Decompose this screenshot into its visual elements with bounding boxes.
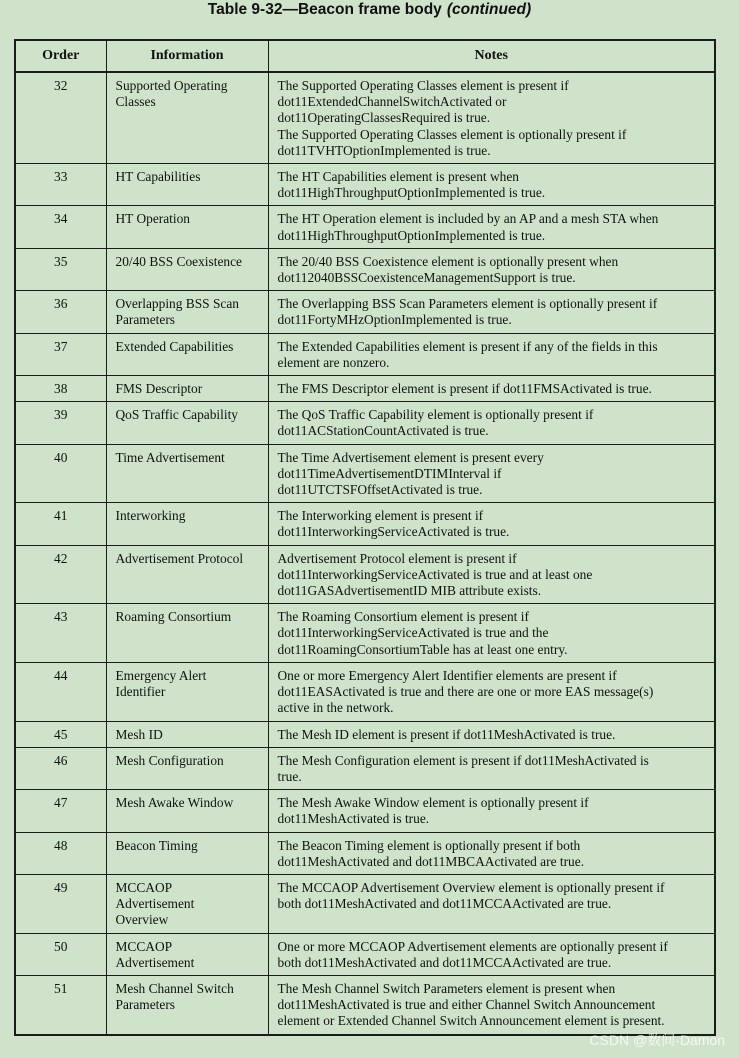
information-cell: [106, 248, 268, 290]
notes-cell: [268, 662, 715, 721]
information-cell: [106, 164, 268, 206]
order-cell: 40: [15, 444, 106, 503]
notes-cell: [268, 444, 715, 503]
column-header-information: Information: [106, 40, 268, 72]
notes-text-line: dot11ExtendedChannelSwitchActivated or: [277, 94, 507, 110]
notes-text-line: The 20/40 BSS Coexistence element is optionally present when: [277, 253, 619, 269]
table-row: [15, 206, 715, 248]
order-cell: 48: [15, 832, 106, 874]
information-text-line: Mesh Configuration: [115, 752, 224, 768]
information-cell: [106, 444, 268, 503]
notes-cell: [268, 333, 715, 375]
information-text-line: Interworking: [115, 508, 186, 524]
table-row: [15, 291, 715, 333]
table-caption: [0, 0, 739, 22]
notes-cell: [268, 72, 715, 164]
notes-text-line: dot11FortyMHzOptionImplemented is true.: [277, 312, 512, 328]
order-cell: 44: [15, 662, 106, 721]
notes-text-line: The Mesh Channel Switch Parameters element is present when: [277, 980, 616, 996]
notes-text-line: dot11HighThroughputOptionImplemented is true.: [277, 227, 546, 243]
order-cell: 42: [15, 545, 106, 604]
notes-cell: [268, 503, 715, 545]
notes-text-line: One or more MCCAOP Advertisement elements are optionally present if: [277, 938, 668, 954]
information-text-line: Supported Operating: [115, 78, 228, 93]
notes-text-line: The FMS Descriptor element is present if dot11FMSActivated is true.: [277, 381, 652, 397]
table-row: [15, 333, 715, 375]
notes-text-line: The Supported Operating Classes element is present if: [277, 78, 569, 93]
notes-text-line: The Beacon Timing element is optionally present if both: [277, 837, 581, 853]
information-text-line: MCCAOP: [115, 879, 173, 895]
table-body: [15, 72, 715, 1035]
order-cell: 33: [15, 164, 106, 206]
notes-text-line: The Interworking element is present if: [277, 508, 484, 524]
notes-text-line: element or Extended Channel Switch Announcement element is present.: [277, 1013, 665, 1029]
information-text-line: Extended Capabilities: [115, 338, 234, 354]
notes-text-line: dot11EASActivated is true and there are one or more EAS message(s): [277, 684, 654, 700]
order-cell: 45: [15, 721, 106, 747]
order-cell: 51: [15, 975, 106, 1034]
order-cell: 50: [15, 933, 106, 975]
information-text-line: QoS Traffic Capability: [115, 407, 239, 423]
table-continued-label: (continued): [446, 1, 532, 18]
table-row: [15, 402, 715, 444]
notes-text-line: dot11InterworkingServiceActivated is true and at least one: [277, 566, 593, 582]
notes-text-line: both dot11MeshActivated and dot11MCCAActivated are true.: [277, 954, 612, 970]
table-row: [15, 747, 715, 789]
information-text-line: 20/40 BSS Coexistence: [115, 253, 242, 269]
information-text-line: Emergency Alert: [115, 667, 207, 683]
table-row: [15, 72, 715, 164]
table-row: [15, 790, 715, 832]
information-cell: [106, 72, 268, 164]
information-cell: [106, 503, 268, 545]
order-cell: 41: [15, 503, 106, 545]
notes-text-line: dot11TVHTOptionImplemented is true.: [277, 142, 491, 158]
information-text-line: Classes: [115, 94, 156, 110]
beacon-frame-body-table: [14, 39, 716, 1036]
information-cell: [106, 662, 268, 721]
notes-text-line: The HT Capabilities element is present when: [277, 169, 519, 185]
notes-text-line: The Mesh ID element is present if dot11MeshActivated is true.: [277, 726, 616, 742]
table-header-row: [15, 40, 715, 72]
notes-text-line: The Mesh Configuration element is present if dot11MeshActivated is: [277, 752, 649, 768]
information-text-line: Advertisement: [115, 896, 195, 912]
information-text-line: Advertisement Protocol: [115, 550, 244, 566]
order-cell: 39: [15, 402, 106, 444]
order-cell: 43: [15, 604, 106, 663]
information-cell: [106, 604, 268, 663]
notes-text-line: The MCCAOP Advertisement Overview element is optionally present if: [277, 879, 665, 895]
table-row: [15, 874, 715, 933]
notes-text-line: dot112040BSSCoexistenceManagementSupport is true.: [277, 270, 576, 286]
notes-cell: [268, 975, 715, 1034]
notes-text-line: dot11HighThroughputOptionImplemented is true.: [277, 185, 546, 201]
information-text-line: Mesh Channel Switch: [115, 980, 234, 996]
order-cell: 38: [15, 376, 106, 402]
information-cell: [106, 933, 268, 975]
notes-cell: [268, 604, 715, 663]
notes-cell: [268, 402, 715, 444]
notes-text-line: dot11UTCTSFOffsetActivated is true.: [277, 482, 483, 498]
notes-text-line: dot11MeshActivated is true and either Channel Switch Announcement: [277, 997, 656, 1013]
notes-cell: [268, 721, 715, 747]
notes-text-line: dot11RoamingConsortiumTable has at least one entry.: [277, 641, 568, 657]
notes-text-line: dot11MeshActivated and dot11MBCAActivated are true.: [277, 853, 585, 869]
information-cell: [106, 376, 268, 402]
notes-text-line: One or more Emergency Alert Identifier elements are present if: [277, 667, 617, 683]
order-cell: 32: [15, 72, 106, 164]
information-text-line: Beacon Timing: [115, 837, 198, 853]
notes-cell: [268, 790, 715, 832]
information-text-line: MCCAOP: [115, 938, 173, 954]
information-text-line: HT Capabilities: [115, 169, 201, 185]
notes-text-line: active in the network.: [277, 700, 394, 716]
order-cell: 36: [15, 291, 106, 333]
table-row: [15, 248, 715, 290]
order-cell: 37: [15, 333, 106, 375]
table-row: [15, 975, 715, 1034]
information-text-line: Identifier: [115, 684, 166, 700]
information-cell: [106, 832, 268, 874]
table-row: [15, 933, 715, 975]
information-text-line: Time Advertisement: [115, 449, 225, 465]
notes-text-line: The HT Operation element is included by an AP and a mesh STA when: [277, 211, 659, 227]
table-row: [15, 604, 715, 663]
notes-text-line: The Overlapping BSS Scan Parameters element is optionally present if: [277, 296, 658, 312]
table-row: [15, 545, 715, 604]
information-cell: [106, 402, 268, 444]
information-cell: [106, 206, 268, 248]
information-text-line: FMS Descriptor: [115, 381, 203, 397]
notes-cell: [268, 874, 715, 933]
table-row: [15, 164, 715, 206]
table-row: [15, 662, 715, 721]
information-text-line: Mesh Awake Window: [115, 795, 234, 811]
information-text-line: Roaming Consortium: [115, 609, 232, 625]
notes-text-line: The Supported Operating Classes element is optionally present if: [277, 126, 627, 142]
information-text-line: Mesh ID: [115, 726, 163, 742]
notes-cell: [268, 164, 715, 206]
table-row: [15, 832, 715, 874]
order-cell: 49: [15, 874, 106, 933]
information-cell: [106, 545, 268, 604]
notes-text-line: dot11InterworkingServiceActivated is true.: [277, 524, 510, 540]
order-cell: 46: [15, 747, 106, 789]
notes-cell: [268, 933, 715, 975]
information-text-line: Advertisement: [115, 954, 195, 970]
column-header-notes: Notes: [268, 40, 715, 72]
table-title: Table 9-32—Beacon frame body: [207, 1, 442, 18]
notes-text-line: both dot11MeshActivated and dot11MCCAActivated are true.: [277, 896, 612, 912]
information-cell: [106, 874, 268, 933]
notes-text-line: dot11InterworkingServiceActivated is true and the: [277, 625, 549, 641]
notes-text-line: element are nonzero.: [277, 354, 390, 370]
notes-text-line: dot11TimeAdvertisementDTIMInterval if: [277, 465, 502, 481]
notes-cell: [268, 376, 715, 402]
notes-text-line: The Extended Capabilities element is present if any of the fields in this: [277, 338, 658, 354]
information-cell: [106, 975, 268, 1034]
notes-cell: [268, 206, 715, 248]
notes-cell: [268, 747, 715, 789]
notes-text-line: Advertisement Protocol element is present if: [277, 550, 517, 566]
notes-text-line: The Mesh Awake Window element is optionally present if: [277, 795, 589, 811]
information-text-line: HT Operation: [115, 211, 190, 227]
table-row: [15, 503, 715, 545]
information-text-line: Overlapping BSS Scan: [115, 296, 239, 312]
information-text-line: Parameters: [115, 312, 175, 328]
notes-cell: [268, 291, 715, 333]
information-cell: [106, 333, 268, 375]
information-cell: [106, 747, 268, 789]
information-cell: [106, 790, 268, 832]
notes-text-line: dot11OperatingClassesRequired is true.: [277, 110, 491, 126]
notes-text-line: The QoS Traffic Capability element is optionally present if: [277, 407, 594, 423]
column-header-order: Order: [15, 40, 106, 72]
table-row: [15, 721, 715, 747]
notes-text-line: true.: [277, 768, 302, 784]
notes-text-line: The Time Advertisement element is present every: [277, 449, 544, 465]
notes-cell: [268, 545, 715, 604]
notes-cell: [268, 248, 715, 290]
notes-text-line: The Roaming Consortium element is present if: [277, 609, 529, 625]
order-cell: 35: [15, 248, 106, 290]
information-text-line: Overview: [115, 912, 169, 928]
notes-text-line: dot11MeshActivated is true.: [277, 811, 430, 827]
table-row: [15, 376, 715, 402]
notes-text-line: dot11ACStationCountActivated is true.: [277, 423, 489, 439]
information-text-line: Parameters: [115, 997, 175, 1013]
notes-text-line: dot11GASAdvertisementID MIB attribute exists.: [277, 583, 542, 599]
order-cell: 34: [15, 206, 106, 248]
information-cell: [106, 291, 268, 333]
information-cell: [106, 721, 268, 747]
notes-cell: [268, 832, 715, 874]
table-row: [15, 444, 715, 503]
watermark: CSDN @数间-Damon: [589, 1032, 725, 1048]
order-cell: 47: [15, 790, 106, 832]
